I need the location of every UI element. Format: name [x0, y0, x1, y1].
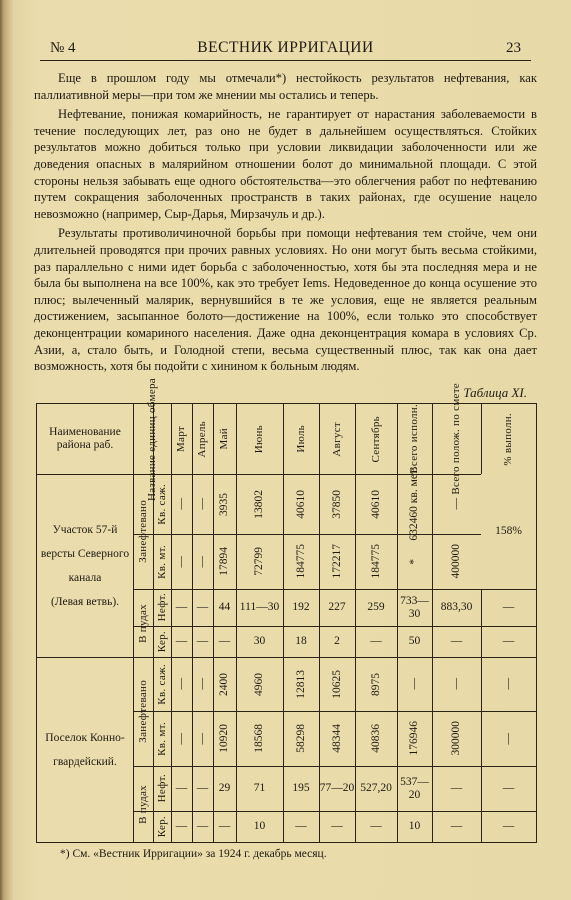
- unit-label: Кв. саж.: [155, 483, 168, 525]
- table-cell: —: [502, 732, 514, 745]
- table-cell: —: [370, 635, 382, 647]
- unit-label: Кер.: [155, 630, 168, 653]
- header-month: Август: [330, 421, 343, 457]
- table-cell: 172217: [330, 544, 343, 579]
- header-district: Наименование района раб.: [49, 426, 121, 451]
- table-cell: —: [450, 498, 462, 510]
- district-line: версты Северного: [40, 547, 130, 560]
- table-cell: 733—30: [400, 594, 429, 620]
- header-month: Апрель: [196, 420, 208, 458]
- table-cell: —: [196, 555, 208, 568]
- table-cell: —: [175, 732, 187, 745]
- table-cell: 2: [334, 635, 340, 647]
- table-cell: 10: [253, 820, 266, 832]
- table-cell: 72799: [253, 547, 265, 576]
- district-line: канала: [68, 571, 102, 584]
- table-cell: —: [331, 820, 343, 832]
- table-cell: 195: [292, 782, 310, 794]
- table-cell: —: [450, 782, 463, 794]
- table-cell: —: [175, 555, 187, 568]
- table-cell: 176946: [408, 721, 420, 756]
- header-month: Май: [218, 428, 230, 450]
- page-number: 23: [506, 40, 521, 56]
- table-cell: —: [450, 635, 463, 647]
- table-cell: 18568: [253, 724, 265, 753]
- header-total-plan: Всего полож. по смете: [450, 383, 462, 495]
- table-cell: —: [175, 498, 187, 510]
- article-text: [34, 70, 537, 378]
- table-cell: 111—30: [239, 601, 280, 613]
- header-month: Июнь: [253, 424, 265, 454]
- district-line: гвардейский.: [53, 755, 117, 768]
- table-cell: —: [196, 498, 208, 510]
- group-label-drained: Занефтевано: [136, 680, 149, 743]
- issue-number: № 4: [50, 40, 76, 56]
- table-cell: 259: [367, 601, 385, 613]
- table-cell: —: [175, 678, 187, 690]
- header-month: Июль: [294, 425, 307, 453]
- table-cell: 30: [253, 635, 266, 647]
- table-cell: —: [502, 782, 515, 794]
- table-cell: 29: [218, 782, 231, 794]
- table-caption: Таблица XI.: [463, 385, 527, 400]
- table-cell: —: [196, 635, 209, 647]
- table-cell: —: [196, 732, 208, 745]
- table-cell: 184775: [369, 544, 382, 579]
- table-cell: 58298: [294, 724, 307, 753]
- table-cell: 44: [218, 601, 231, 613]
- group-label-poods: В пудах: [136, 784, 149, 824]
- table-cell: 4960: [253, 672, 265, 696]
- table-cell: —: [502, 678, 514, 690]
- table-cell: 632460 кв. мет.: [408, 467, 420, 541]
- unit-label: Кв. мт.: [155, 721, 168, 756]
- table-cell: 2400: [218, 672, 230, 696]
- table-cell: 12813: [294, 669, 307, 699]
- table-cell: 8975: [369, 672, 382, 696]
- footnote: *) См. «Вестник Ирригации» за 1924 г. декабрь месяц.: [60, 848, 327, 860]
- table-cell: 227: [328, 601, 346, 613]
- district-line: Поселок Конно-: [45, 731, 125, 744]
- percent-value: 158%: [481, 474, 536, 589]
- table-cell: —: [218, 635, 231, 647]
- table-cell: —: [502, 820, 515, 832]
- table-cell: 10625: [330, 669, 343, 699]
- table-cell: —: [450, 678, 462, 690]
- unit-label: Кв. мт.: [155, 544, 168, 579]
- table-cell: —: [196, 820, 209, 832]
- unit-label: Нефт.: [155, 593, 168, 622]
- table-cell: 537—20: [400, 775, 429, 801]
- table-cell: 40836: [369, 724, 382, 753]
- header-month: Сентябрь: [369, 415, 382, 463]
- table-cell: —: [175, 635, 188, 647]
- unit-label: Кв. саж.: [155, 663, 168, 705]
- table-cell: 13802: [253, 489, 265, 519]
- header-unit: Название единиц обмера: [145, 377, 158, 501]
- table-cell: 883,30: [440, 601, 473, 613]
- unit-label: Кер.: [155, 815, 168, 838]
- table-cell: —: [196, 678, 208, 690]
- header-total-done: Всего исполн.: [408, 404, 420, 474]
- journal-title: ВЕСТНИК ИРРИГАЦИИ: [197, 39, 374, 56]
- paragraph: Еще в прошлом году мы отмечали*) нестойкость результатов нефтевания, как паллиативной меры—при том же мнении мы остались и теперь.: [34, 71, 537, 102]
- table-cell: 50: [408, 635, 421, 647]
- table-cell: —: [175, 820, 188, 832]
- table-cell: —: [370, 820, 382, 832]
- table-cell: 10920: [218, 724, 230, 753]
- table-cell: 300000: [450, 721, 462, 756]
- table-cell: 40610: [369, 489, 382, 519]
- table-cell: 527,20: [360, 782, 392, 794]
- table-cell: 71: [253, 782, 266, 794]
- district-line: Участок 57-й: [52, 523, 118, 536]
- table-cell: 48344: [330, 724, 343, 753]
- table-cell: 18: [295, 635, 307, 647]
- table-cell: *: [408, 558, 420, 565]
- paragraph: Результаты противоличиночной борьбы при помощи нефтевания тем стойче, чем они длительней проводятся при прочих равных условиях. Но они могут быть весьма стойкими, раз параллельно с ними идет борьба с заболоченностью, хотя бы эта последняя мера и не была бы выполнена на все 100%, как это требует Iems. Недоведенное до конца осушение это плюс; вылеченный малярик, вернувшийся в те же условия, еще не является реальным достижением, засыпанное болото—достижение на 100%, если только это способствует деконцентрации комариного населения. Даже одна деконцентрация комара в условиях Ср. Азии, а, стало быть, и Голодной степи, весьма существенный плюс, так как она дает возможность, хотя бы подойти с хинином к больным людям.: [34, 226, 537, 374]
- table-cell: 10: [408, 820, 421, 832]
- table-cell: —: [196, 601, 209, 613]
- group-label-poods: В пудах: [136, 603, 149, 643]
- table-cell: 400000: [450, 544, 462, 579]
- table-cell: 3935: [218, 492, 230, 516]
- district-name: [37, 474, 133, 657]
- table-cell: —: [175, 601, 188, 613]
- table-cell: 192: [292, 601, 310, 613]
- table-cell: 40610: [294, 489, 307, 519]
- district-name: [37, 657, 133, 842]
- table-cell: —: [295, 820, 307, 832]
- header-month: Март: [175, 425, 187, 453]
- table-cell: —: [218, 820, 231, 832]
- table-cell: —: [450, 820, 463, 832]
- unit-label: Нефт.: [155, 774, 168, 803]
- table-cell: —: [196, 782, 209, 794]
- table-cell: 184775: [294, 544, 307, 579]
- group-label-drained: Занефтевано: [136, 500, 149, 563]
- table-cell: 37850: [330, 489, 343, 519]
- table-cell: —: [408, 678, 420, 690]
- paragraph: Нефтевание, понижая комарийность, не гарантирует от нарастания заболеваемости в течение последующих лет, раз оно не будет в дальнейшем осуществляться. Стойких результатов можно добиться только при условии ликвидации заболоченности или же доведения опасных в малярийном отношении болот до минимальной площади. С этой стороны нельзя забывать еще одного обстоятельства—это облегчения работ по нефтеванию путем сокращения заболоченных пространств в таких районах, где осушение нацело невозможно (например, Сыр-Дарья, Мирзачуль и др.).: [34, 107, 537, 221]
- table-cell: 77—20: [319, 782, 355, 794]
- table-cell: —: [502, 601, 515, 613]
- table-cell: —: [502, 635, 515, 647]
- table-cell: —: [175, 782, 188, 794]
- running-header: [40, 38, 531, 60]
- header-rule: [40, 60, 531, 61]
- district-line: (Левая ветвь).: [50, 595, 120, 608]
- header-percent: % выполн.: [502, 412, 514, 466]
- table-cell: 17894: [218, 547, 230, 576]
